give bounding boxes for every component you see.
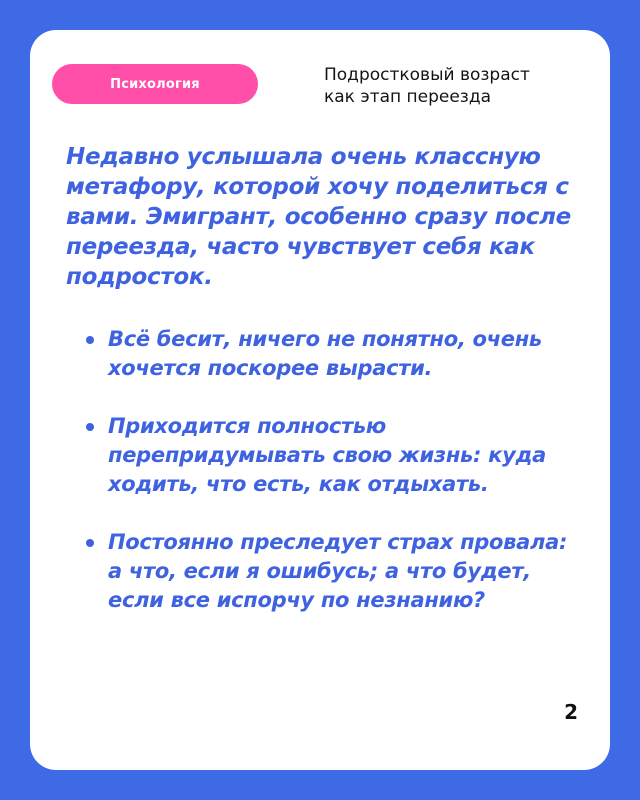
header-title: Подростковый возраст как этап переезда: [324, 65, 530, 107]
bullet-dot-icon: [86, 539, 94, 547]
bullet-text: Постоянно преследует страх провала: а что, если я ошибусь; а что будет, если все испорчу по незнанию?: [108, 530, 568, 612]
bullet-item: [84, 412, 574, 499]
content-card: [30, 30, 610, 770]
page-number: 2: [564, 700, 578, 724]
bullet-text: Приходится полностью перепридумывать свою жизнь: куда ходить, что есть, как отдыхать.: [108, 414, 546, 496]
bullet-list: [84, 325, 574, 615]
bullet-dot-icon: [86, 423, 94, 431]
intro-text: Недавно услышала очень классную метафору, которой хочу поделиться с вами. Эмигрант, особенно сразу после переезда, часто чувствует себя как подросток.: [66, 144, 571, 290]
bullet-item: [84, 325, 574, 383]
bullet-text: Всё бесит, ничего не понятно, очень хочется поскорее вырасти.: [108, 327, 542, 380]
bullet-item: [84, 528, 574, 615]
category-tag: Психология: [52, 64, 258, 104]
bullet-dot-icon: [86, 336, 94, 344]
